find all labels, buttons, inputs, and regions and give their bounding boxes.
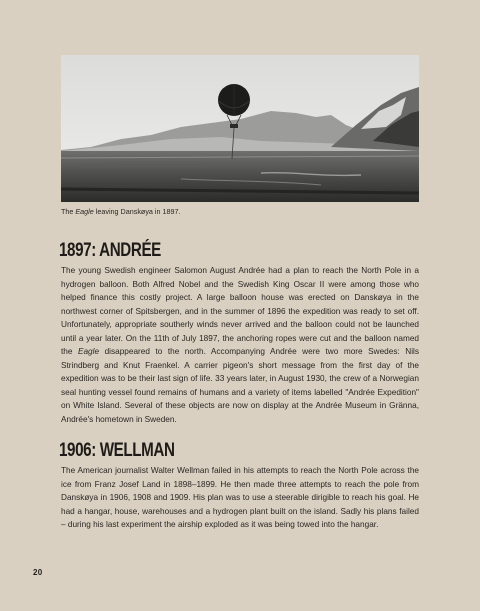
andree-text-part1: The young Swedish engineer Salomon August Andrée had a plan to reach the North Pole in a hydrogen balloon. Both Alfred Nobel and the Swedish King Oscar II were among those who helped finance this costly project. A large balloon house was erected on Danskøya in the northwest corner of Spitsbergen, and in the summer of 1896 the expedition was ready to set off. Unfortunately, appropriate southerly winds never arrived and the balloon could not be launched until a year later. On the 11th of July 1897, the anchoring ropes were cut and the balloon named the bbox=[61, 266, 419, 357]
andree-text-part2: disappeared to the north. Accompanying Andrée were two more Swedes: Nils Strindberg and Knut Fraenkel. A carrier pigeon's short message from the first day of the expedition was to be their last sign of life. 33 years later, in August 1930, the crew of a Norwegian seal hunting vessel found remains of humans and a variety of items labelled "Andrée Expedition" on White Island. Several of these objects are now on display at the Andrée Museum in Gränna, Andrée's hometown in Sweden. bbox=[61, 347, 419, 425]
wellman-paragraph: The American journalist Walter Wellman failed in his attempts to reach the North Pole across the ice from Franz Josef Land in 1898–1899. He then made three attempts to reach the pole from Danskøya in 1906, 1908 and 1909. His plan was to use a steerable dirigible to reach his goal. He had a hangar, house, warehouses and a hydrogen plant built on the island. Sadly his plans failed – during his last experiment the airship exploded as it was being towed into the hangar. bbox=[61, 466, 419, 530]
caption-suffix: leaving Danskøya in 1897. bbox=[93, 207, 181, 216]
andree-balloon-name: Eagle bbox=[77, 347, 100, 357]
caption-prefix: The bbox=[61, 207, 76, 216]
caption-ship-name: Eagle bbox=[75, 207, 94, 216]
photo-caption bbox=[61, 207, 421, 216]
page-number: 20 bbox=[33, 568, 43, 577]
andree-paragraph bbox=[61, 264, 419, 427]
eagle-balloon-photo bbox=[61, 55, 419, 202]
section-heading-wellman: 1906: WELLMAN bbox=[59, 440, 175, 461]
section-heading-andree: 1897: ANDRÉE bbox=[59, 240, 161, 261]
